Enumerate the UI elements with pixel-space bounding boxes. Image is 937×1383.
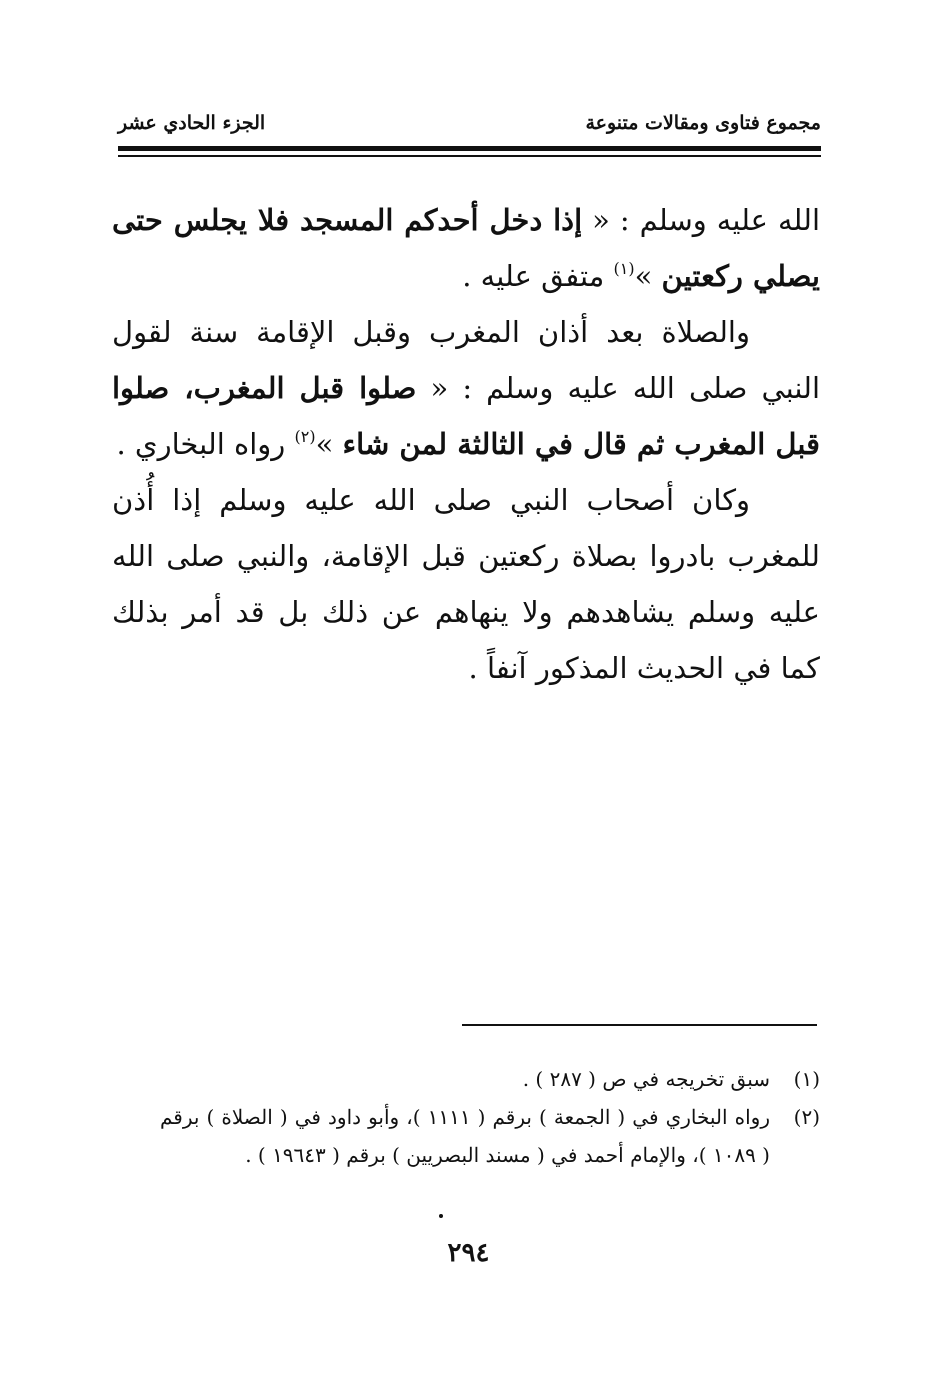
ornament-dot bbox=[439, 1214, 443, 1218]
page-number: ٢٩٤ bbox=[447, 1238, 490, 1268]
paragraph-1-lead: الله عليه وسلم : « bbox=[592, 203, 820, 237]
paragraph-3: وكان أصحاب النبي صلى الله عليه وسلم إذا أُذن للمغرب بادروا بصلاة ركعتين قبل الإقامة، والنبي صلى الله عليه وسلم يشاهدهم ولا ينهاهم عن ذلك بل قد أمر بذلك كما في الحديث المذكور آنفاً . bbox=[112, 483, 820, 685]
footnote-text: سبق تخريجه في ص ( ٢٨٧ ) . bbox=[522, 1067, 770, 1091]
footnote-1 bbox=[160, 1060, 820, 1098]
paragraph-2-tail: رواه البخاري . bbox=[116, 427, 295, 461]
paragraph-1 bbox=[112, 192, 820, 304]
footnote-ref-1: (١) bbox=[613, 259, 635, 278]
hadith-2-close: » bbox=[315, 427, 334, 461]
footnote-number: (١) bbox=[793, 1067, 820, 1091]
running-header bbox=[118, 108, 821, 142]
paragraph-2-lead: والصلاة بعد أذان المغرب وقبل الإقامة سنة لقول النبي صلى الله عليه وسلم : « bbox=[112, 315, 821, 405]
hadith-1: إذا دخل أحدكم المسجد فلا يجلس حتى يصلي ركعتين bbox=[112, 203, 820, 293]
hadith-1-close: » bbox=[634, 259, 653, 293]
footnote-ref-2: (٢) bbox=[294, 427, 316, 446]
footnote-text: رواه البخاري في ( الجمعة ) برقم ( ١١١١ )، وأبو داود في ( الصلاة ) برقم ( ١٠٨٩ )، والإمام أحمد في ( مسند البصريين ) برقم ( ١٩٦٤٣ ) . bbox=[160, 1105, 770, 1167]
header-rule-thick bbox=[118, 146, 821, 151]
header-rule-thin bbox=[118, 155, 821, 157]
footnote-separator bbox=[462, 1024, 817, 1026]
footnotes bbox=[160, 1060, 820, 1174]
body-text bbox=[112, 192, 820, 696]
paragraph-2 bbox=[112, 304, 820, 472]
paragraph-1-tail: متفق عليه . bbox=[462, 259, 614, 293]
footnote-2 bbox=[160, 1098, 820, 1174]
book-title: مجموع فتاوى ومقالات متنوعة bbox=[585, 112, 821, 134]
footnote-number: (٢) bbox=[793, 1105, 820, 1129]
hadith-2: صلوا قبل المغرب، صلوا قبل المغرب ثم قال في الثالثة لمن شاء bbox=[112, 371, 820, 461]
volume-label: الجزء الحادي عشر bbox=[118, 112, 266, 134]
